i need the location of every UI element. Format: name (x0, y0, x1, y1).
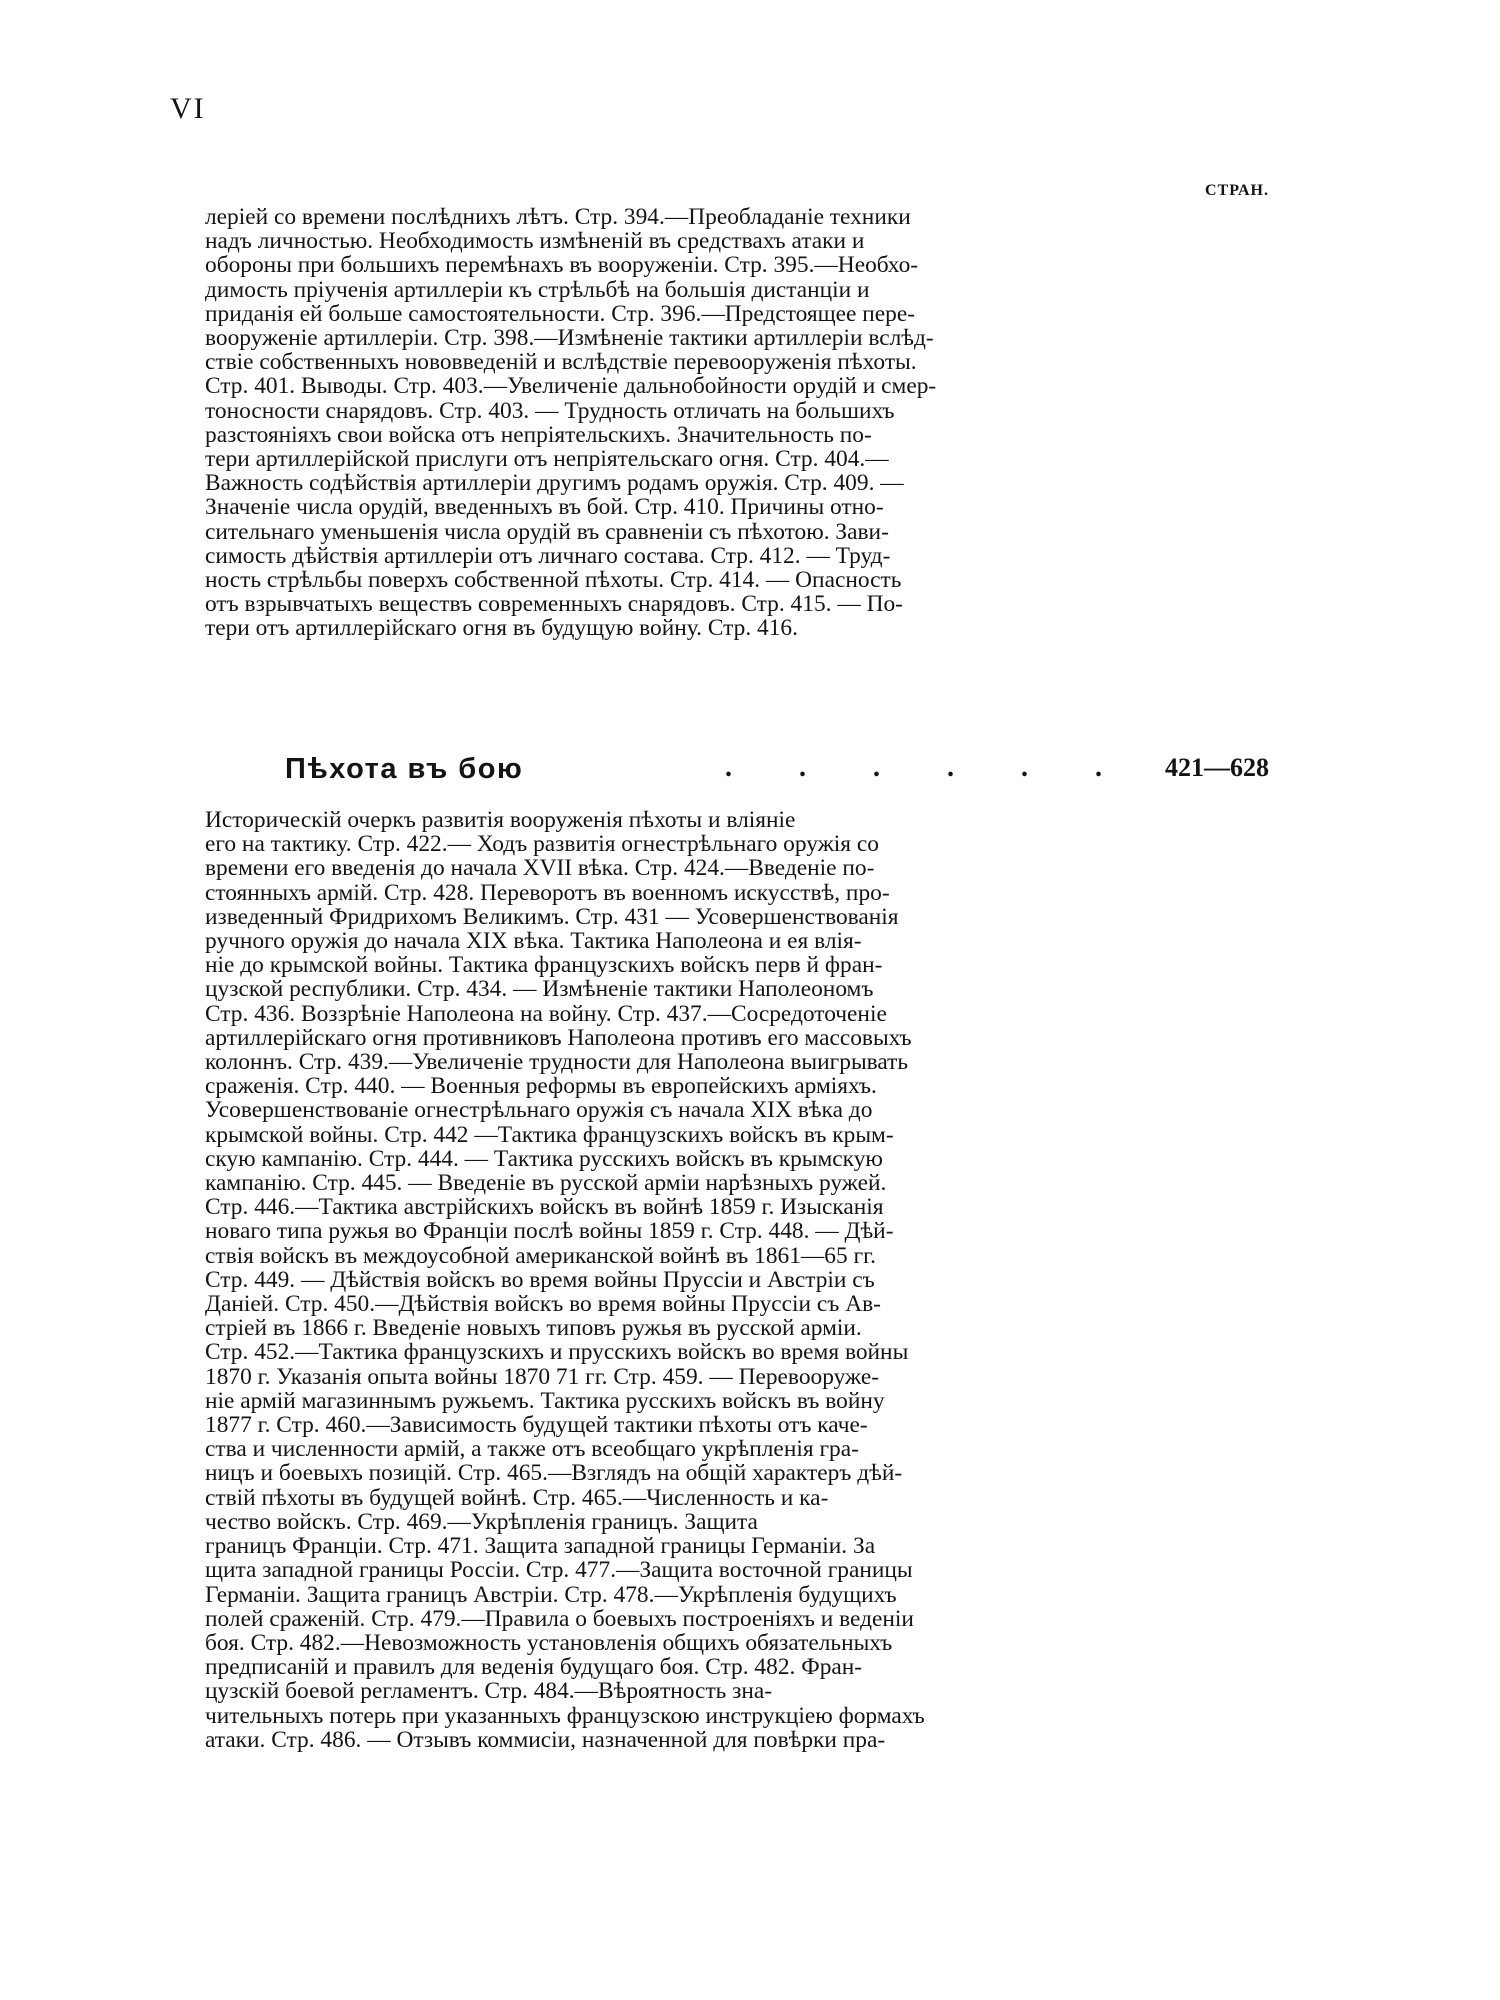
text-line: симость дѣйствія артиллеріи отъ личнаго состава. Стр. 412. — Труд- (205, 543, 891, 569)
text-line: обороны при большихъ перемѣнахъ въ вооруженіи. Стр. 395.—Необхо- (205, 253, 919, 278)
text-line: Значеніе числа орудій, введенныхъ въ бой. Стр. 410. Причины отно- (205, 495, 884, 520)
text-line: его на тактику. Стр. 422.— Ходъ развитія огнестрѣльнаго оружія со (205, 832, 879, 857)
text-line: приданія ей больше самостоятельности. Стр. 396.—Предстоящее пере- (205, 301, 916, 327)
text-line: Стр. 449. — Дѣйствія войскъ во время войны Пруссіи и Австріи съ (205, 1267, 875, 1293)
text-line: полей сраженій. Стр. 479.—Правила о боевыхъ построеніяхъ и веденіи (205, 1606, 914, 1631)
text-line: разстояніяхъ свои войска отъ непріятельскихъ. Значительность по- (205, 422, 872, 448)
text-line: крымской войны. Стр. 442 —Тактика французскихъ войскъ въ крым- (205, 1122, 894, 1147)
text-line: ствія войскъ въ междоусобной американской войнѣ въ 1861—65 гг. (205, 1243, 876, 1268)
contents-block-artillery (205, 205, 1091, 641)
text-line: кампанію. Стр. 445. — Введеніе въ русской арміи нарѣзныхъ ружей. (205, 1171, 887, 1196)
text-line: Германіи. Защита границъ Австріи. Стр. 478.—Укрѣпленія будущихъ (205, 1582, 897, 1607)
text-line: 1870 г. Указанія опыта войны 1870 71 гг. Стр. 459. — Перевооруже- (205, 1364, 880, 1389)
text-line: ручного оружія до начала XIX вѣка. Тактика Наполеона и ея влія- (205, 929, 862, 954)
section-page-range: 421—628 (1165, 753, 1269, 782)
section-title: Пѣхота въ бою (285, 753, 524, 785)
text-line: скую кампанію. Стр. 444. — Тактика русскихъ войскъ въ крымскую (205, 1146, 883, 1172)
text-line: надъ личностью. Необходимость измѣненій въ средствахъ атаки и (205, 229, 865, 254)
text-line: вооруженіе артиллеріи. Стр. 398.—Измѣненіе тактики артиллеріи вслѣд- (205, 326, 934, 351)
text-line: ность стрѣльбы поверхъ собственной пѣхоты. Стр. 414. — Опасность (205, 568, 902, 593)
text-line: Усовершенствованіе огнестрѣльнаго оружія съ начала XIX вѣка до (205, 1098, 873, 1123)
text-line: леріей со времени послѣднихъ лѣтъ. Стр. 394.—Преобладаніе техники (205, 205, 911, 230)
text-line: сраженія. Стр. 440. — Военныя реформы въ европейскихъ арміяхъ. (205, 1074, 877, 1099)
text-line: отъ взрывчатыхъ веществъ современныхъ снарядовъ. Стр. 415. — По- (205, 592, 903, 617)
text-line: границъ Франціи. Стр. 471. Защита западной границы Германіи. За (205, 1534, 876, 1559)
text-line: колоннъ. Стр. 439.—Увеличеніе трудности для Наполеона выигрывать (205, 1050, 909, 1075)
text-line: предписаній и правилъ для веденія будущаго боя. Стр. 482. Фран- (205, 1655, 863, 1680)
text-line: сительнаго уменьшенія числа орудій въ сравненіи съ пѣхотою. Зави- (205, 519, 889, 544)
text-line: тоносности снарядовъ. Стр. 403. — Трудность отличать на большихъ (205, 398, 895, 423)
text-line: чительныхъ потерь при указанныхъ французскою инструкціею формахъ (205, 1703, 925, 1728)
text-line: Важность содѣйствія артиллеріи другимъ родамъ оружія. Стр. 409. — (205, 471, 904, 496)
text-line: Историческій очеркъ развитія вооруженія пѣхоты и вліяніе (205, 808, 796, 833)
text-line: ства и численности армій, а также отъ всеобщаго укрѣпленія гра- (205, 1437, 859, 1462)
text-line: тери отъ артиллерійскаго огня въ будущую войну. Стр. 416. (205, 616, 798, 641)
text-line: атаки. Стр. 486. — Отзывъ коммисіи, назначенной для повѣрки пра- (205, 1727, 886, 1752)
text-line: димость пріученія артиллеріи къ стрѣльбѣ на большія дистанціи и (205, 277, 870, 302)
text-line: новаго типа ружья во Франціи послѣ войны 1859 г. Стр. 448. — Дѣй- (205, 1219, 894, 1244)
text-line: цузскій боевой регламентъ. Стр. 484.—Вѣроятность зна- (205, 1679, 773, 1704)
text-line: ствіе собственныхъ нововведеній и вслѣдствіе перевооруженія пѣхоты. (205, 350, 917, 375)
text-line: Стр. 401. Выводы. Стр. 403.—Увеличеніе дальнобойности орудій и смер- (205, 374, 937, 399)
text-line: артиллерійскаго огня противниковъ Наполеона противъ его массовыхъ (205, 1025, 912, 1051)
text-line: ницъ и боевыхъ позицій. Стр. 465.—Взглядъ на общій характеръ дѣй- (205, 1461, 903, 1486)
text-line: тери артиллерійской прислуги отъ непріятельскаго огня. Стр. 404.— (205, 447, 889, 472)
text-line: Стр. 446.—Тактика австрійскихъ войскъ въ войнѣ 1859 г. Изысканія (205, 1195, 884, 1220)
text-line: ствій пѣхоты въ будущей войнѣ. Стр. 465.—Численность и ка- (205, 1485, 829, 1510)
dot-leader: . . . . . . (725, 752, 1132, 783)
text-line: боя. Стр. 482.—Невозможность установленія общихъ обязательныхъ (205, 1630, 893, 1656)
text-line: щита западной границы Россіи. Стр. 477.—Защита восточной границы (205, 1558, 913, 1583)
text-line: чество войскъ. Стр. 469.—Укрѣпленія границъ. Защита (205, 1509, 758, 1535)
page-number: VI (170, 92, 206, 125)
text-line: Стр. 436. Воззрѣніе Наполеона на войну. Стр. 437.—Сосредоточеніе (205, 1001, 887, 1026)
text-line: ніе до крымской войны. Тактика французскихъ войскъ перв й фран- (205, 953, 883, 978)
text-line: Даніей. Стр. 450.—Дѣйствія войскъ во время войны Пруссіи съ Ав- (205, 1292, 881, 1317)
column-header: СТРАН. (1205, 182, 1269, 199)
text-line: изведенный Фридрихомъ Великимъ. Стр. 431 — Усовершенствованія (205, 904, 899, 930)
contents-block-infantry (205, 808, 1091, 1752)
text-line: цузской республики. Стр. 434. — Измѣненіе тактики Наполеономъ (205, 977, 874, 1002)
text-line: 1877 г. Стр. 460.—Зависимость будущей тактики пѣхоты отъ каче- (205, 1413, 868, 1438)
text-line: ніе армій магазиннымъ ружьемъ. Тактика русскихъ войскъ въ войну (205, 1388, 885, 1414)
text-line: стріей въ 1866 г. Введеніе новыхъ типовъ ружья въ русской арміи. (205, 1316, 862, 1341)
text-line: времени его введенія до начала XVII вѣка. Стр. 424.—Введеніе по- (205, 856, 875, 881)
text-line: Стр. 452.—Тактика французскихъ и прусскихъ войскъ во время войны (205, 1340, 909, 1365)
text-line: стоянныхъ армій. Стр. 428. Переворотъ въ военномъ искусствѣ, про- (205, 880, 890, 905)
